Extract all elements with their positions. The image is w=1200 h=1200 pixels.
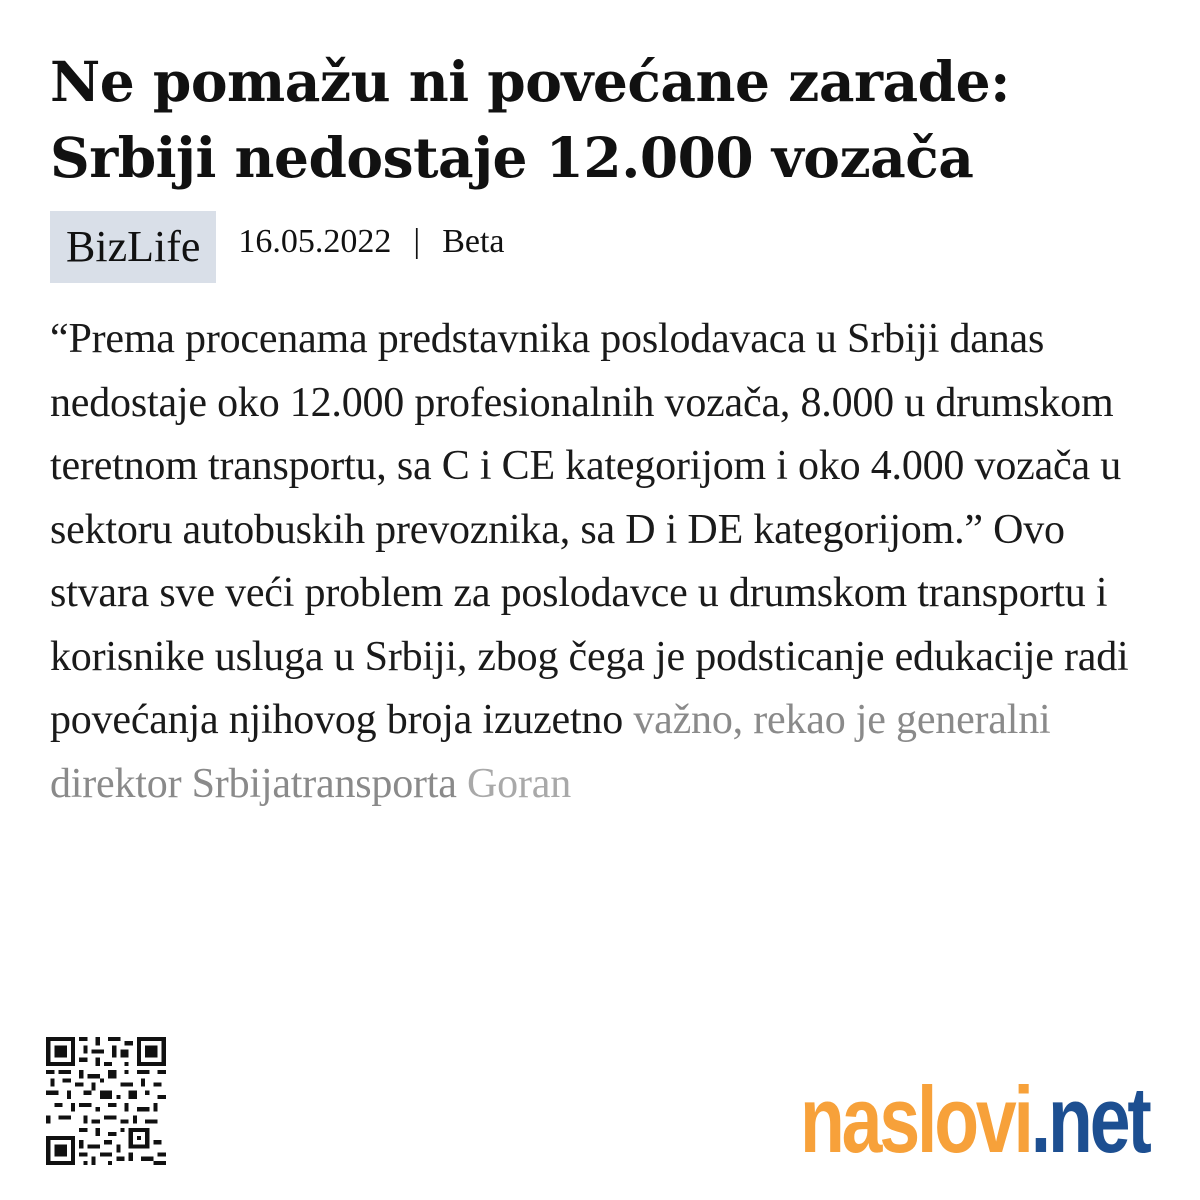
- meta-separator: |: [413, 223, 421, 260]
- body-main: “Prema procenama predstavnika poslodavaca u Srbiji danas nedostaje oko 12.000 profesionalnih vozača, 8.000 u drumskom teretnom transportu, sa C i CE kategorijom i oko 4.000 vozača u sektoru autobuskih prevoznika, sa D i DE kategorijom.” Ovo stvara sve veći problem za poslodavce u drumskom transportu i korisnike usluga u Srbiji, zbog čega je podsticanje edukacije radi povećanja njihovog broja izuzetno: [50, 316, 1129, 743]
- article-body: [50, 308, 1160, 816]
- logo-text-net: .net: [1030, 1067, 1149, 1172]
- naslovi-logo[interactable]: [800, 1060, 1149, 1170]
- qr-code-icon[interactable]: [46, 1037, 166, 1165]
- logo-text-naslovi: naslovi: [800, 1067, 1031, 1172]
- article-headline: Ne pomažu ni povećane zarade: Srbiji nedostaje 12.000 vozača: [50, 49, 1010, 190]
- meta-text: [238, 223, 504, 261]
- article-agency: Beta: [442, 223, 505, 260]
- article-date: 16.05.2022: [238, 223, 392, 260]
- body-fade-line: važno, rekao je generalni direktor Srbijatransporta: [50, 697, 1051, 807]
- body-fade-end: Goran: [467, 760, 571, 807]
- article-meta: [50, 211, 505, 283]
- source-badge[interactable]: BizLife: [50, 211, 216, 283]
